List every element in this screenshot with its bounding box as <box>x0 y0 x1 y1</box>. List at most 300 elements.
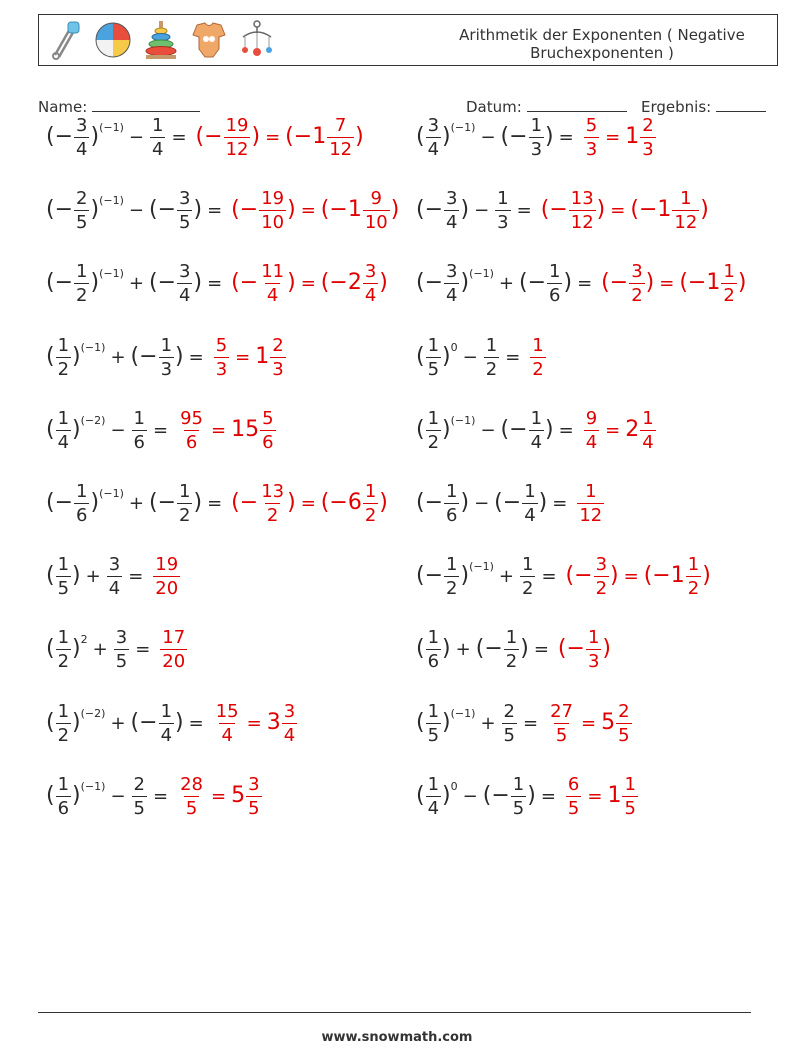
denominator: 2 <box>57 358 70 380</box>
numerator: 1 <box>549 261 561 283</box>
numerator: 11 <box>261 261 285 283</box>
fraction <box>444 190 459 232</box>
minus-sign: − <box>566 636 585 662</box>
parenthesis: ) <box>72 636 81 662</box>
problem-answer <box>177 407 276 453</box>
operator: − <box>462 785 478 807</box>
minus-sign: − <box>549 197 568 223</box>
problem-answer <box>529 334 546 380</box>
baby-mobile-icon <box>237 19 277 61</box>
problem-item <box>46 181 399 241</box>
numerator: 1 <box>497 188 509 210</box>
denominator: 2 <box>521 578 534 600</box>
fraction <box>56 773 71 819</box>
numerator: 3 <box>115 627 128 649</box>
denominator: 4 <box>642 431 654 453</box>
parenthesis: ) <box>737 270 747 296</box>
problem-item <box>46 767 263 827</box>
parenthesis: ( <box>416 782 425 808</box>
denominator: 4 <box>151 139 164 160</box>
fraction <box>224 117 251 159</box>
denominator: 20 <box>162 651 186 673</box>
fraction <box>444 556 459 598</box>
fraction <box>153 556 180 598</box>
operator: = <box>135 639 151 661</box>
fraction <box>502 700 517 746</box>
operator: = <box>300 273 316 295</box>
denominator: 4 <box>283 724 296 746</box>
operator: = <box>516 200 532 222</box>
denominator: 3 <box>585 139 598 160</box>
denominator: 6 <box>549 285 561 307</box>
denominator: 4 <box>530 431 543 453</box>
denominator: 3 <box>587 651 600 673</box>
fraction <box>246 773 261 819</box>
numerator: 1 <box>151 115 164 136</box>
minus-sign: − <box>574 563 593 589</box>
denominator: 2 <box>631 285 643 307</box>
denominator: 4 <box>266 285 279 307</box>
fraction <box>426 700 441 746</box>
problem-item <box>416 108 657 168</box>
fraction <box>426 117 441 159</box>
parenthesis: ( <box>679 270 688 296</box>
operator: − <box>128 127 144 148</box>
operator: = <box>505 346 521 368</box>
minus-sign: − <box>329 197 348 223</box>
numerator: 1 <box>624 773 636 795</box>
fraction <box>259 263 286 305</box>
parenthesis: ) <box>379 270 388 296</box>
fraction <box>529 117 544 159</box>
problem-answer <box>576 483 605 525</box>
fraction <box>640 117 655 159</box>
numerator: 1 <box>532 334 544 356</box>
fraction <box>107 556 122 598</box>
problem-question <box>46 483 227 525</box>
numerator: 3 <box>283 700 296 722</box>
numerator: 1 <box>723 261 735 283</box>
fraction <box>74 483 89 525</box>
fraction <box>282 700 297 746</box>
denominator: 4 <box>108 578 121 600</box>
fraction <box>56 334 71 380</box>
denominator: 5 <box>567 797 580 819</box>
problem-question <box>46 117 192 159</box>
problem-answer <box>566 556 711 598</box>
parenthesis: ) <box>442 636 451 662</box>
fraction <box>260 407 275 453</box>
operator: − <box>474 493 490 514</box>
denominator: 3 <box>497 212 509 234</box>
operator: + <box>498 566 514 588</box>
denominator: 2 <box>723 285 735 307</box>
parenthesis: ) <box>442 782 451 808</box>
numerator: 9 <box>370 188 382 210</box>
fraction <box>640 407 655 453</box>
header-icons <box>45 19 277 61</box>
denominator: 5 <box>115 651 128 673</box>
stacking-rings-icon <box>141 19 181 61</box>
parenthesis: ) <box>442 343 451 369</box>
operator: = <box>605 127 621 148</box>
numerator: 1 <box>57 554 70 576</box>
numerator: 1 <box>427 627 440 649</box>
numerator: 2 <box>503 700 515 722</box>
minus-sign: − <box>239 270 259 296</box>
problem-answer <box>601 263 746 305</box>
fraction <box>159 334 174 380</box>
problem-question <box>416 117 579 159</box>
fraction <box>132 407 147 453</box>
problem-question <box>416 334 525 380</box>
operator: = <box>265 127 281 148</box>
problem-item <box>416 474 605 534</box>
denominator: 5 <box>76 212 88 234</box>
problem-question <box>46 334 209 380</box>
parenthesis: ( <box>231 197 240 223</box>
numerator: 1 <box>427 700 440 722</box>
operator: = <box>659 273 675 295</box>
date-label: Datum: <box>466 98 522 116</box>
parenthesis: ( <box>46 270 55 296</box>
problem-item <box>416 620 611 680</box>
parenthesis: ) <box>700 197 709 223</box>
fraction <box>160 629 187 671</box>
operator: + <box>128 493 144 514</box>
whole-number: 15 <box>231 416 260 442</box>
problem-item <box>46 547 181 607</box>
denominator: 5 <box>133 797 145 819</box>
parenthesis: ) <box>610 563 619 589</box>
denominator: 12 <box>225 139 249 160</box>
operator: = <box>540 785 556 807</box>
numerator: 5 <box>262 407 274 429</box>
whole-number: 5 <box>601 709 616 735</box>
parenthesis: ( <box>557 636 567 662</box>
fraction <box>74 190 89 232</box>
minus-sign: − <box>424 197 444 223</box>
fraction <box>569 190 596 232</box>
parenthesis: ( <box>46 563 55 589</box>
fraction <box>327 117 354 159</box>
numerator: 3 <box>446 261 458 283</box>
result-label: Ergebnis: <box>641 98 712 116</box>
parenthesis: ( <box>46 197 55 223</box>
problem-answer <box>231 483 388 525</box>
denominator: 5 <box>503 724 515 746</box>
parenthesis: ( <box>500 416 510 442</box>
problem-answer <box>558 629 611 671</box>
denominator: 5 <box>427 358 440 380</box>
minus-sign: − <box>157 490 177 515</box>
denominator: 4 <box>446 212 458 234</box>
denominator: 3 <box>272 358 284 380</box>
numerator: 19 <box>225 115 249 136</box>
numerator: 3 <box>179 261 191 283</box>
numerator: 3 <box>248 773 260 795</box>
numerator: 1 <box>76 481 88 502</box>
fraction <box>444 263 459 305</box>
result-blank[interactable] <box>716 96 766 112</box>
numerator: 1 <box>505 627 518 649</box>
parenthesis: ) <box>72 343 81 369</box>
fraction <box>629 263 644 305</box>
denominator: 2 <box>427 431 440 453</box>
denominator: 6 <box>446 505 458 526</box>
parenthesis: ( <box>148 490 158 515</box>
operator: − <box>110 419 126 441</box>
denominator: 2 <box>364 505 377 526</box>
fraction <box>522 483 537 525</box>
parenthesis: ) <box>545 124 554 149</box>
whole-number: 1 <box>255 343 270 369</box>
operator: = <box>533 639 549 661</box>
fraction <box>259 190 286 232</box>
problem-question <box>46 407 173 453</box>
minus-sign: − <box>424 270 444 296</box>
parenthesis: ) <box>72 709 81 735</box>
denominator: 4 <box>427 139 440 160</box>
numerator: 2 <box>133 773 145 795</box>
problem-question <box>416 407 579 453</box>
numerator: 1 <box>57 700 70 722</box>
fraction <box>686 556 701 598</box>
parenthesis: ) <box>702 563 711 589</box>
exponent: (−1) <box>99 121 124 134</box>
parenthesis: ) <box>355 124 364 149</box>
problem-answer <box>231 263 388 305</box>
result-field <box>641 96 766 116</box>
parenthesis: ) <box>645 270 655 296</box>
numerator: 3 <box>427 115 440 136</box>
denominator: 10 <box>364 212 388 234</box>
parenthesis: ) <box>390 197 400 223</box>
minus-sign: − <box>329 270 348 296</box>
minus-sign: − <box>293 124 313 149</box>
operator: = <box>211 419 227 441</box>
fraction <box>177 263 192 305</box>
safety-pin-icon <box>45 19 85 61</box>
problem-item <box>416 694 633 754</box>
parenthesis: ( <box>475 636 485 662</box>
fraction <box>56 629 71 671</box>
numerator: 1 <box>57 407 70 429</box>
denominator: 2 <box>76 285 88 307</box>
denominator: 4 <box>585 431 598 453</box>
numerator: 1 <box>179 481 191 502</box>
operator: = <box>188 712 204 734</box>
numerator: 1 <box>530 407 543 429</box>
whole-number: 1 <box>670 563 685 589</box>
problem-answer <box>565 773 639 819</box>
whole-number: 1 <box>312 124 327 149</box>
exponent: (−1) <box>450 413 476 427</box>
parenthesis: ) <box>287 490 296 515</box>
operator: = <box>558 127 574 148</box>
numerator: 1 <box>446 481 458 502</box>
fraction <box>584 117 599 159</box>
parenthesis: ( <box>130 343 140 369</box>
problem-item <box>46 108 364 168</box>
numerator: 1 <box>642 407 654 429</box>
problem-question <box>46 629 155 671</box>
problem-answer <box>213 334 287 380</box>
denominator: 4 <box>427 797 440 819</box>
denominator: 5 <box>179 212 191 234</box>
exponent: (−1) <box>450 121 476 134</box>
operator: = <box>188 346 204 368</box>
numerator: 17 <box>162 627 186 649</box>
numerator: 2 <box>272 334 284 356</box>
fraction <box>426 407 441 453</box>
numerator: 1 <box>364 481 377 502</box>
numerator: 2 <box>76 188 88 210</box>
denominator: 4 <box>76 139 88 160</box>
parenthesis: ( <box>565 563 575 589</box>
exponent: (−1) <box>99 194 124 208</box>
problem-item <box>416 254 746 314</box>
denominator: 12 <box>674 212 698 234</box>
numerator: 1 <box>427 773 440 795</box>
minus-sign: − <box>609 270 629 296</box>
fraction <box>178 407 205 453</box>
parenthesis: ) <box>175 343 184 369</box>
fraction <box>74 263 89 305</box>
problem-answer <box>213 700 298 746</box>
parenthesis: ) <box>596 197 606 223</box>
fraction <box>566 773 581 819</box>
fraction <box>495 190 510 232</box>
fraction <box>444 483 459 525</box>
parenthesis: ) <box>563 270 573 296</box>
numerator: 1 <box>521 554 534 576</box>
whole-number: 2 <box>625 416 640 442</box>
fraction <box>616 700 631 746</box>
minus-sign: − <box>329 490 348 515</box>
fraction <box>259 483 286 525</box>
problem-question <box>46 190 227 232</box>
fraction <box>504 629 519 671</box>
exponent: 2 <box>80 633 88 647</box>
minus-sign: − <box>502 490 522 515</box>
parenthesis: ) <box>287 197 296 223</box>
operator: = <box>577 273 593 295</box>
minus-sign: − <box>527 270 547 296</box>
operator: = <box>246 712 262 734</box>
minus-sign: − <box>204 124 223 149</box>
parenthesis: ( <box>320 197 330 223</box>
parenthesis: ( <box>46 416 55 442</box>
parenthesis: ) <box>175 709 184 735</box>
denominator: 2 <box>485 358 498 380</box>
numerator: 1 <box>427 334 440 356</box>
fraction <box>548 700 575 746</box>
denominator: 2 <box>532 358 544 380</box>
denominator: 2 <box>687 578 700 600</box>
operator: = <box>610 200 626 222</box>
operator: = <box>207 273 223 295</box>
problem-question <box>416 556 562 598</box>
operator: = <box>581 712 597 734</box>
denominator: 2 <box>595 578 608 600</box>
parenthesis: ) <box>379 490 388 515</box>
parenthesis: ( <box>416 343 425 369</box>
fraction <box>672 190 699 232</box>
parenthesis: ) <box>538 490 548 515</box>
problem-item <box>416 547 711 607</box>
minus-sign: − <box>239 490 259 515</box>
numerator: 5 <box>585 115 598 136</box>
minus-sign: − <box>157 270 177 296</box>
numerator: 1 <box>446 554 458 576</box>
numerator: 3 <box>631 261 643 283</box>
operator: + <box>92 639 108 661</box>
operator: = <box>207 493 223 514</box>
operator: = <box>605 419 621 441</box>
operator: = <box>207 200 223 222</box>
parenthesis: ) <box>460 490 470 515</box>
denominator: 6 <box>185 431 198 453</box>
parenthesis: ) <box>460 197 470 223</box>
operator: = <box>300 493 316 514</box>
minus-sign: − <box>509 416 528 442</box>
numerator: 1 <box>512 773 525 795</box>
fraction <box>511 773 526 819</box>
numerator: 5 <box>215 334 228 356</box>
denominator: 2 <box>505 651 518 673</box>
worksheet-header <box>38 14 778 66</box>
parenthesis: ( <box>195 124 205 149</box>
fraction <box>426 773 441 819</box>
exponent: (−1) <box>450 706 476 720</box>
problem-answer <box>541 190 709 232</box>
whole-number: 1 <box>625 124 640 149</box>
problem-question <box>416 483 572 525</box>
operator: + <box>110 712 126 734</box>
minus-sign: − <box>424 563 444 589</box>
denominator: 4 <box>179 285 191 307</box>
numerator: 1 <box>587 627 600 649</box>
numerator: 27 <box>550 700 573 722</box>
parenthesis: ) <box>193 197 203 223</box>
operator: = <box>153 785 169 807</box>
parenthesis: ) <box>527 782 536 808</box>
denominator: 5 <box>248 797 260 819</box>
problem-answer <box>547 700 632 746</box>
denominator: 2 <box>266 505 279 526</box>
denominator: 3 <box>642 139 654 160</box>
problem-question <box>416 629 554 671</box>
numerator: 1 <box>530 115 543 136</box>
operator: = <box>171 127 187 148</box>
operator: = <box>153 419 169 441</box>
fraction <box>56 556 71 598</box>
minus-sign: − <box>638 197 658 223</box>
denominator: 12 <box>570 212 594 234</box>
minus-sign: − <box>139 343 158 369</box>
numerator: 2 <box>618 700 630 722</box>
operator: = <box>552 493 568 514</box>
numerator: 28 <box>180 773 203 795</box>
problem-item <box>416 767 639 827</box>
parenthesis: ) <box>72 416 81 442</box>
parenthesis: ( <box>148 270 158 296</box>
parenthesis: ( <box>416 416 425 442</box>
problem-answer <box>177 773 262 819</box>
problem-answer <box>583 407 657 453</box>
denominator: 2 <box>57 651 70 673</box>
